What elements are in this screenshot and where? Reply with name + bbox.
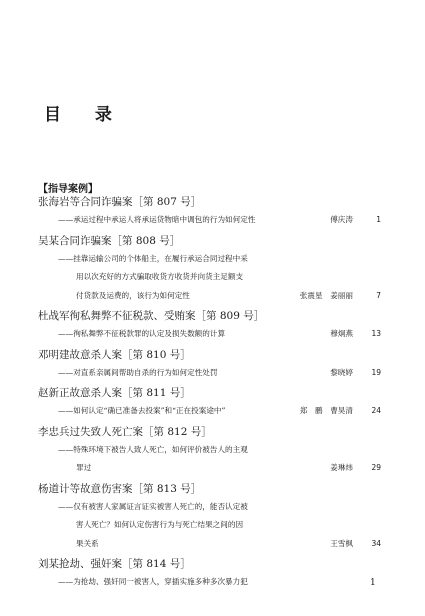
case-title[interactable]: 刘某抢劫、强奸案［第 814 号］ [38, 558, 191, 570]
case-title[interactable]: 杜战军徇私舞弊不征税款、受贿案［第 809 号］ [38, 310, 265, 322]
case-summary-line [58, 576, 381, 588]
case-summary-line [76, 290, 381, 302]
case-summary-line [76, 271, 381, 283]
case-summary-line [76, 519, 381, 531]
case-author: 姜琳炜 [330, 463, 353, 472]
case-title[interactable]: 赵新正故意杀人案［第 811 号］ [38, 387, 191, 399]
case-page-number: 29 [371, 463, 381, 472]
case-summary-text: ——特殊环境下被告人致人死亡，如何评价被告人的主观 [58, 444, 248, 454]
case-summary-text: 付货款及运费的，该行为如何定性 [76, 290, 190, 300]
case-summary-text: ——仅有被害人家属证言证实被害人死亡的，能否认定被 [58, 501, 248, 511]
case-summary-line [76, 462, 381, 474]
case-summary-text: 罪过 [76, 463, 92, 472]
case-title[interactable]: 吴某合同诈骗案［第 808 号］ [38, 234, 181, 247]
case-author: 傅庆涛 [330, 215, 353, 224]
case-author: 黎晓婷 [330, 367, 353, 377]
case-summary-text: ——徇私舞弊不征税款罪的认定及损失数额的计算 [58, 329, 226, 338]
case-summary-text: ——挂靠运输公司的个体船主，在履行承运合同过程中采 [58, 253, 248, 263]
case-summary-line [58, 253, 381, 265]
case-summary-text: 用以次充好的方式骗取收货方收货并向货主足额支 [76, 272, 244, 281]
case-summary-line [58, 367, 381, 379]
case-summary-text: ——承运过程中承运人将承运货物暗中调包的行为如何定性 [58, 215, 256, 224]
case-page-number: 1 [376, 215, 381, 224]
case-page-number: 7 [376, 290, 381, 300]
case-page-number: 13 [371, 329, 381, 338]
page-number: 1 [370, 578, 376, 588]
case-title[interactable]: 邓明建故意杀人案［第 810 号］ [38, 348, 191, 361]
page-title: 目 录 [44, 105, 126, 125]
case-title[interactable]: 杨道计等故意伤害案［第 813 号］ [38, 482, 202, 495]
case-summary-text: ——对直系亲属间帮助自杀的行为如何定性处罚 [58, 367, 218, 377]
case-page-number: 34 [371, 538, 381, 548]
case-summary-line [76, 538, 381, 550]
case-author: 郑 鹏 曹昊清 [299, 406, 353, 415]
case-page-number: 24 [371, 406, 381, 415]
case-author: 张震星 姜丽丽 [299, 290, 353, 300]
case-title[interactable]: 李忠兵过失致人死亡案［第 812 号］ [38, 425, 212, 438]
case-page-number: 19 [371, 367, 381, 377]
case-author: 穆炯燕 [330, 329, 353, 338]
case-summary-line [58, 214, 381, 226]
case-title[interactable]: 张海岩等合同诈骗案［第 807 号］ [38, 196, 202, 208]
case-summary-text: ——如何认定“确已准备去投案”和“正在投案途中” [58, 406, 226, 415]
case-summary-text: ——为抢劫、强奸同一被害人，穿插实施多种多次暴力犯 [58, 577, 248, 586]
case-summary-text: 果关系 [76, 538, 99, 548]
case-summary-text: 害人死亡？如何认定伤害行为与死亡结果之间的因 [76, 520, 244, 529]
case-summary-line [58, 405, 381, 417]
case-summary-line [58, 328, 381, 340]
section-header: 【指导案例】 [38, 184, 98, 195]
case-summary-line [58, 501, 381, 513]
case-summary-line [58, 444, 381, 456]
case-author: 王雪枫 [330, 538, 353, 548]
